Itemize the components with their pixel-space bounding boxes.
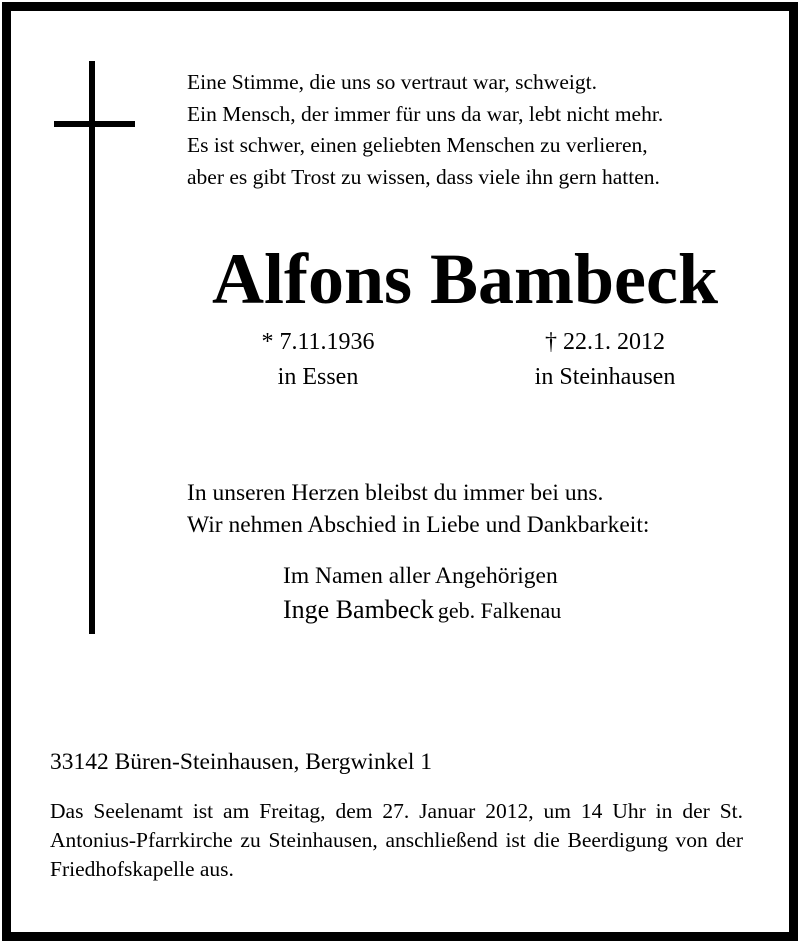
death-date: † 22.1. 2012 [545, 329, 665, 355]
farewell-line: Wir nehmen Abschied in Liebe und Dankbarkeit: [187, 512, 650, 538]
death-info [505, 325, 705, 395]
farewell-text [187, 477, 649, 541]
farewell-line: In unseren Herzen bleibst du immer bei uns. [187, 480, 604, 506]
funeral-notice: Das Seelenamt ist am Freitag, dem 27. Januar 2012, um 14 Uhr in der St. Antonius-Pfarrkirche zu Steinhausen, anschließend ist die Beerdigung von der Friedhofskapelle aus. [50, 799, 743, 881]
poem-line: Eine Stimme, die uns so vertraut war, schweigt. [187, 70, 597, 94]
cross-vertical-bar [89, 61, 95, 634]
family-address: 33142 Büren-Steinhausen, Bergwinkel 1 [50, 749, 433, 775]
poem-line: aber es gibt Trost zu wissen, dass viele ihn gern hatten. [187, 164, 660, 189]
mourner-maiden-name: geb. Falkenau [437, 598, 562, 623]
mourner-name: Inge Bambeck [283, 595, 434, 624]
birth-date: * 7.11.1936 [261, 329, 375, 355]
signature-intro: Im Namen aller Angehörigen [283, 563, 558, 589]
poem-line: Ein Mensch, der immer für uns da war, lebt nicht mehr. [187, 101, 664, 126]
birth-info [218, 325, 418, 395]
mourner-signature [283, 560, 561, 632]
cross-horizontal-bar [54, 121, 135, 127]
death-place: in Steinhausen [534, 364, 676, 390]
signature-name-line [283, 592, 561, 632]
poem-line: Es ist schwer, einen geliebten Menschen zu verlieren, [187, 133, 648, 157]
deceased-name: Alfons Bambeck [211, 239, 719, 319]
birth-place: in Essen [277, 364, 359, 390]
memorial-poem [187, 67, 663, 193]
